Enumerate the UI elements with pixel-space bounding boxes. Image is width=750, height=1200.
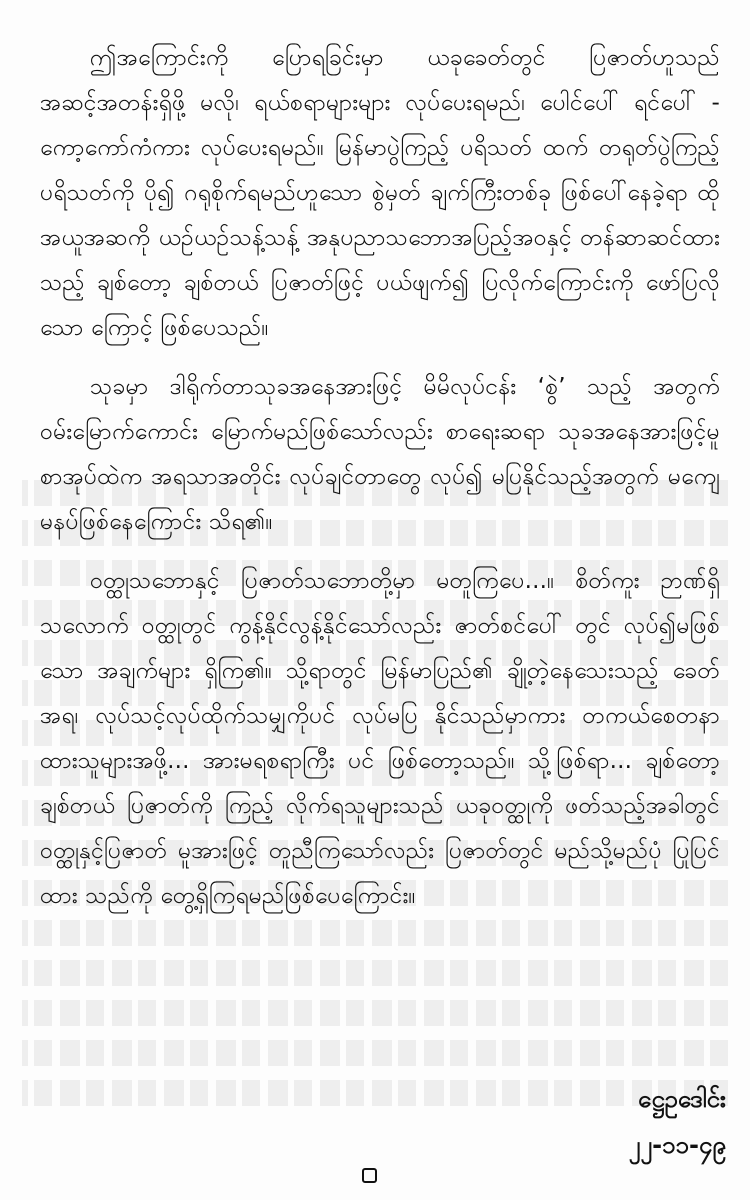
paragraph-1: ဤအကြောင်းကို ပြောရခြင်းမှာ ယခုခေတ်တွင် ပြဇာတ်ဟူသည် အဆင့်အတန်းရှိဖို့ မလို၊ ရယ်စရာများများ လုပ်ပေးရမည်၊ ပေါင်ပေါ် ရင်ပေါ် - ကော့ကော်ကံကား လုပ်ပေးရမည်။ မြန်မာပွဲကြည့် ပရိသတ် ထက် တရုတ်ပွဲကြည့် ပရိသတ်ကို ပို၍ ဂရုစိုက်ရမည်ဟူသော စွဲမှတ် ချက်ကြီးတစ်ခု ဖြစ်ပေါ်နေခဲ့ရာ ထိုအယူအဆကို ယဉ်ယဉ်သန့်သန့် အနုပညာသဘောအပြည့်အဝနှင့် တန်ဆာဆင်ထားသည့် ချစ်တော့ ချစ်တယ် ပြဇာတ်ဖြင့် ပယ်ဖျက်၍ ပြလိုက်ကြောင်းကို ဖော်ပြလိုသော ကြောင့် ဖြစ်ပေသည်။: [40, 45, 720, 341]
body-text: [40, 36, 720, 933]
paragraph-3: ဝတ္ထုသဘောနှင့် ပြဇာတ်သဘောတို့မှာ မတူကြပေ...။ စိတ်ကူး ဉာဏ်ရှိသလောက် ဝတ္ထုတွင် ကွန့်နိုင်လွန့်နိုင်သော်လည်း ဇာတ်စင်ပေါ် တွင် လုပ်၍မဖြစ်သော အချက်များ ရှိကြ၏။ သို့ရာတွင် မြန်မာပြည်၏ ချို့တဲ့နေသေးသည့် ခေတ်အရ၊ လုပ်သင့်လုပ်ထိုက်သမျှကိုပင် လုပ်မပြ နိုင်သည်မှာကား တကယ်စေတနာထားသူများအဖို့... အားမရစရာကြီး ပင် ဖြစ်တော့သည်။ သို့ဖြစ်ရာ... ချစ်တော့ ချစ်တယ် ပြဇာတ်ကို ကြည့် လိုက်ရသူများသည် ယခုဝတ္ထုကို ဖတ်သည့်အခါတွင် ဝတ္ထုနှင့်ပြဇာတ် မူအားဖြင့် တူညီကြသော်လည်း ပြဇာတ်တွင် မည်သို့မည်ပုံ ပြုပြင်ထား သည်ကို တွေ့ရှိကြရမည်ဖြစ်ပေကြောင်း။: [40, 568, 720, 909]
signature-date: ၂၂-၁၁-၄၉: [628, 1131, 726, 1159]
author-name: ဋ္ဌေဥဒေါင်း: [637, 1085, 726, 1113]
end-of-section-mark: [362, 1168, 377, 1183]
paragraph-2: သုခမှာ ဒါရိုက်တာသုခအနေအားဖြင့် မိမိလုပ်ငန်း ‘စွဲ’ သည့် အတွက် ဝမ်းမြောက်ကောင်း မြောက်မည်ဖြစ်သော်လည်း စာရေးဆရာ သုခအနေအားဖြင့်မူ စာအုပ်ထဲက အရသာအတိုင်း လုပ်ချင်တာတွေ လုပ်၍ မပြနိုင်သည့်အတွက် မကျေမနပ်ဖြစ်နေကြောင်း သိရ၏။: [40, 374, 720, 535]
signature-block: [629, 1076, 727, 1168]
